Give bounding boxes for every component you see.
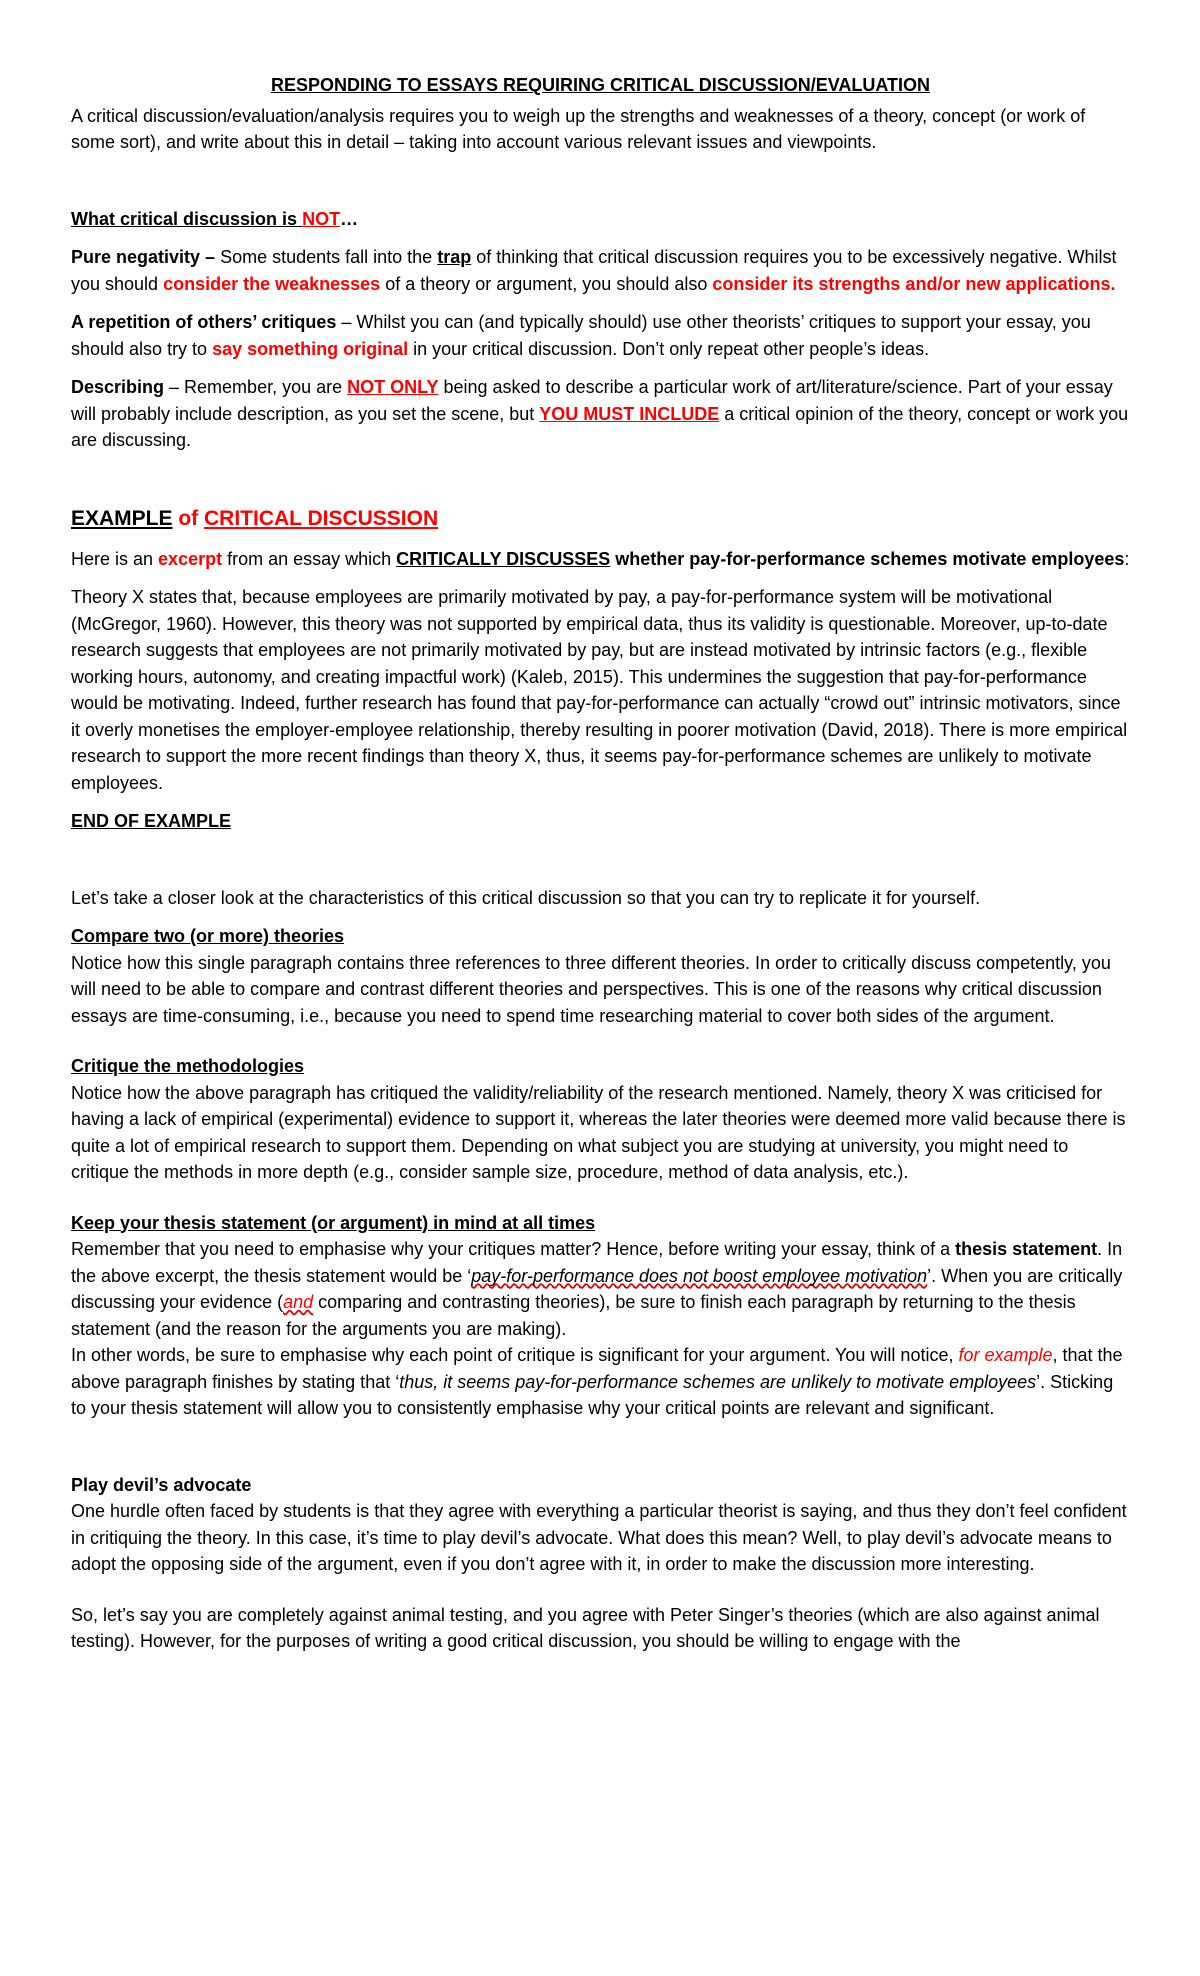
pure-negativity-text-3: of a theory or argument, you should also	[380, 273, 713, 294]
thesis-example-italic: pay-for-performance does not boost employee motivation	[471, 1265, 928, 1286]
describing-text-2: being asked to describe a particular work of art/literature/science. Part of your essay will probably include description, as you set the scene, but	[71, 377, 1113, 424]
repetition-text-1: – Whilst you can (and typically should) use other theorists’ critiques to support your essay, you should also try to	[71, 312, 1091, 359]
pure-negativity-text-2: of thinking that critical discussion requires you to be excessively negative. Whilst you should	[71, 247, 1117, 294]
end-of-example: END OF EXAMPLE	[71, 811, 232, 831]
not-only: NOT ONLY	[347, 377, 439, 397]
devil-heading: Play devil’s advocate	[71, 1474, 252, 1495]
describing-text-1: – Remember, you are	[164, 377, 348, 397]
compare-heading: Compare two (or more) theories	[71, 926, 345, 946]
you-must-include: YOU MUST INCLUDE	[539, 403, 720, 424]
pure-negativity-text-1: Some students fall into the	[215, 247, 438, 267]
compare-body: Notice how this single paragraph contains three references to three different theories. In order to critically discuss competently, you will need to be able to compare and contrast different theories and perspectives. This is one of the reasons why critical discussion essays are time-consuming, i.e., because you need to spend time researching material to cover both sides of the argument.	[71, 952, 1111, 1026]
not-heading-text: What critical discussion is	[71, 208, 303, 229]
example-intro-text-3: :	[1124, 548, 1130, 569]
example-heading-of: of	[172, 506, 205, 530]
devil-body: One hurdle often faced by students is that they agree with everything a particular theorist is saying, and thus they don’t feel confident in critiquing the theory. In this case, it’s time to play devil’s advocate. What does this mean? Well, to play devil’s advocate means to adopt the opposing side of the argument, even if you don’t agree with it, in order to make the discussion more interesting.	[71, 1501, 1127, 1574]
devil-body-2: So, let’s say you are completely against animal testing, and you agree with Peter Singer’s theories (which are also against animal testing). However, for the purposes of writing a good critical discussion, you should be willing to engage with the	[71, 1604, 1100, 1651]
not-heading	[71, 206, 1130, 233]
consider-strengths: consider its strengths and/or new applications.	[712, 273, 1116, 294]
trap-word: trap	[437, 247, 472, 267]
thesis-heading: Keep your thesis statement (or argument) in mind at all times	[71, 1212, 596, 1233]
thesis-text-2: . In the above excerpt, the thesis statement would be ‘	[71, 1239, 1123, 1286]
pure-negativity-label: Pure negativity –	[71, 247, 216, 267]
thesis-text-3: ’. When you are critically discussing your evidence (	[71, 1265, 1123, 1312]
thesis-text-1: Remember that you need to emphasise why your critiques matter? Hence, before writing your essay, think of a	[71, 1239, 956, 1259]
thesis-statement-bold: thesis statement	[955, 1239, 1098, 1259]
document-title: RESPONDING TO ESSAYS REQUIRING CRITICAL DISCUSSION/EVALUATION	[270, 75, 931, 95]
thesis-body-1	[71, 1236, 1130, 1342]
repetition-label: A repetition of others’ critiques	[71, 312, 337, 332]
repetition-paragraph	[71, 309, 1130, 362]
example-intro-text-1: Here is an	[71, 548, 159, 569]
not-heading-ellipsis: …	[340, 208, 359, 229]
critically-discusses: CRITICALLY DISCUSSES	[396, 548, 611, 569]
and-italic: and	[283, 1292, 314, 1312]
repetition-text-2: in your critical discussion. Don’t only repeat other people’s ideas.	[408, 338, 930, 359]
describing-label: Describing	[71, 377, 165, 397]
example-heading	[71, 504, 1130, 534]
describing-text-3: a critical opinion of the theory, concept or work you are discussing.	[71, 403, 1129, 450]
say-something-original: say something original	[212, 338, 409, 359]
example-paragraph: Theory X states that, because employees are primarily motivated by pay, a pay-for-performance system will be motivational (McGregor, 1960). However, this theory was not supported by empirical data, thus its validity is questionable. Moreover, up-to-date research suggests that employees are not primarily motivated by pay, but are instead motivated by intrinsic factors (e.g., flexible working hours, autonomy, and creating impactful work) (Kaleb, 2015). This undermines the suggestion that pay-for-performance would be motivating. Indeed, further research has found that pay-for-performance can actually “crowd out” intrinsic motivators, since it overly monetises the employer-employee relationship, thereby resulting in poorer motivation (David, 2018). There is more empirical research to support the more recent findings than theory X, thus, it seems pay-for-performance schemes are unlikely to motivate employees.	[71, 587, 1128, 793]
thesis-body-2	[71, 1342, 1130, 1422]
consider-weaknesses: consider the weaknesses	[163, 273, 381, 294]
example-heading-example: EXAMPLE	[71, 506, 173, 530]
for-example-italic: for example	[958, 1345, 1053, 1365]
critique-heading: Critique the methodologies	[71, 1056, 305, 1076]
thesis-quote-italic: thus, it seems pay-for-performance schemes are unlikely to motivate employees	[399, 1371, 1037, 1392]
pure-negativity-paragraph	[71, 244, 1130, 297]
closer-look-paragraph: Let’s take a closer look at the characteristics of this critical discussion so that you can try to replicate it for yourself.	[71, 887, 981, 908]
intro-paragraph: A critical discussion/evaluation/analysis requires you to weigh up the strengths and weaknesses of a theory, concept (or work of some sort), and write about this in detail – taking into account various relevant issues and viewpoints.	[71, 105, 1086, 152]
example-intro	[71, 546, 1130, 573]
describing-paragraph	[71, 374, 1130, 454]
example-heading-critical: CRITICAL DISCUSSION	[204, 506, 439, 530]
not-heading-not: NOT	[302, 208, 341, 229]
excerpt-word: excerpt	[158, 548, 223, 569]
thesis-text-4: comparing and contrasting theories), be sure to finish each paragraph by returning to the thesis statement (and the reason for the arguments you are making).	[71, 1292, 1076, 1339]
thesis-text-5: In other words, be sure to emphasise why each point of critique is significant for your argument. You will notice,	[71, 1345, 959, 1365]
critique-body: Notice how the above paragraph has critiqued the validity/reliability of the research mentioned. Namely, theory X was criticised for having a lack of empirical (experimental) evidence to support it, whereas the later theories were deemed more valid because there is quite a lot of empirical research to support them. Depending on what subject you are studying at university, you might need to critique the methods in more depth (e.g., consider sample size, procedure, method of data analysis, etc.).	[71, 1082, 1126, 1182]
example-intro-bold: whether pay-for-performance schemes motivate employees	[610, 548, 1125, 569]
example-intro-text-2: from an essay which	[222, 548, 397, 569]
thesis-text-7: ’. Sticking to your thesis statement will allow you to consistently emphasise why your critical points are relevant and significant.	[71, 1371, 1114, 1418]
thesis-text-6: , that the above paragraph finishes by stating that ‘	[71, 1345, 1123, 1392]
